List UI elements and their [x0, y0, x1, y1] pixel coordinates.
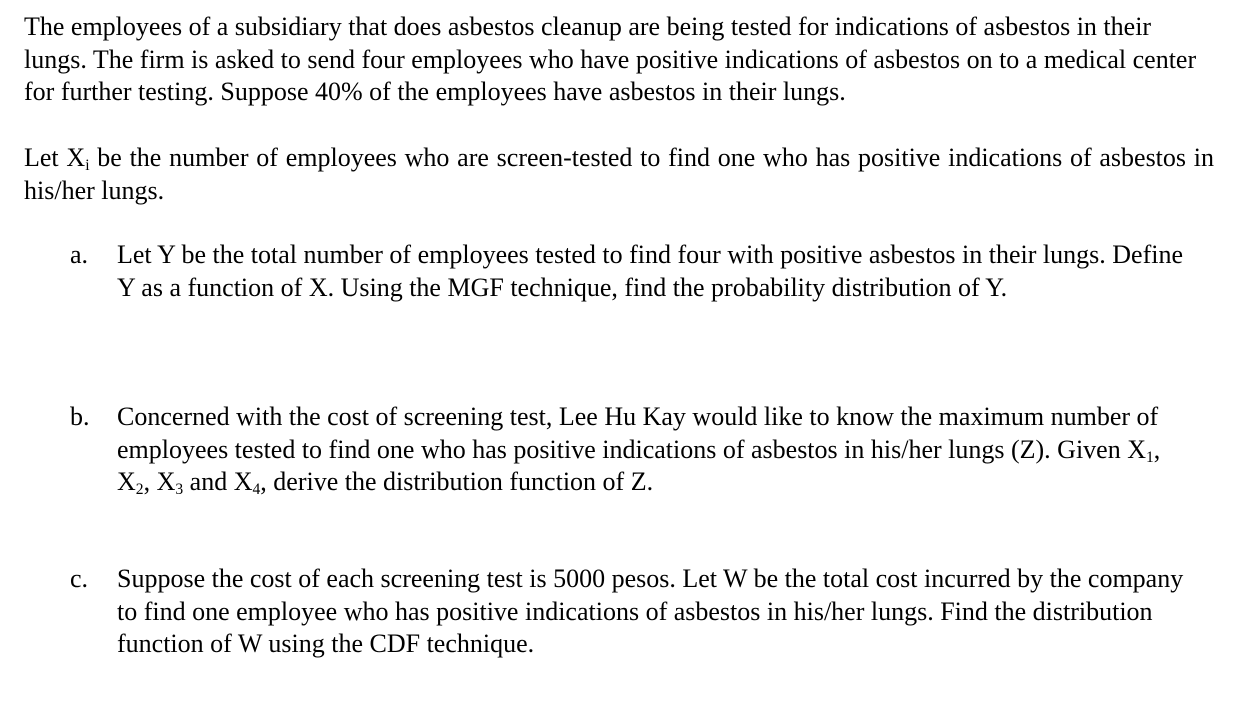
intro-paragraph: The employees of a subsidiary that does asbestos cleanup are being tested for indications of asbestos in their lungs. The firm is asked to send four employees who have positive indications of asbestos on to a medical center for further testing. Suppose 40% of the employees have asbestos in their lungs.	[24, 12, 1197, 106]
definition-paragraph	[24, 142, 1214, 207]
separator: , X	[117, 434, 1161, 496]
item-marker: b.	[70, 402, 90, 431]
separator: , X	[143, 467, 176, 496]
subscript-2: 2	[135, 480, 144, 498]
item-b-text-end: , derive the distribution function of Z.	[260, 467, 654, 496]
item-marker: c.	[70, 564, 89, 593]
item-marker: a.	[70, 240, 89, 269]
definition-text-end: be the number of employees who are screen-tested to find one who has positive indications of asbestos in his/her lungs.	[24, 143, 1215, 205]
separator: and X	[183, 467, 253, 496]
item-b-text-start: Concerned with the cost of screening test, Lee Hu Kay would like to know the maximum number of employees tested to find one who has positive indications of asbestos in his/her lungs (Z). Given X	[117, 402, 1159, 464]
definition-subscript: i	[85, 156, 90, 174]
item-text: Let Y be the total number of employees tested to find four with positive asbestos in their lungs. Define Y as a function of X. Using the MGF technique, find the probability distribution of Y.	[117, 240, 1183, 302]
subscript-4: 4	[252, 480, 261, 498]
definition-text-start: Let X	[24, 143, 86, 172]
subscript-1: 1	[1146, 448, 1154, 466]
subscript-3: 3	[175, 480, 184, 498]
item-text	[117, 401, 1192, 499]
item-text: Suppose the cost of each screening test is 5000 pesos. Let W be the total cost incurred by the company to find one employee who has positive indications of asbestos in his/her lungs. Find the distribution function of W using the CDF technique.	[117, 564, 1184, 658]
